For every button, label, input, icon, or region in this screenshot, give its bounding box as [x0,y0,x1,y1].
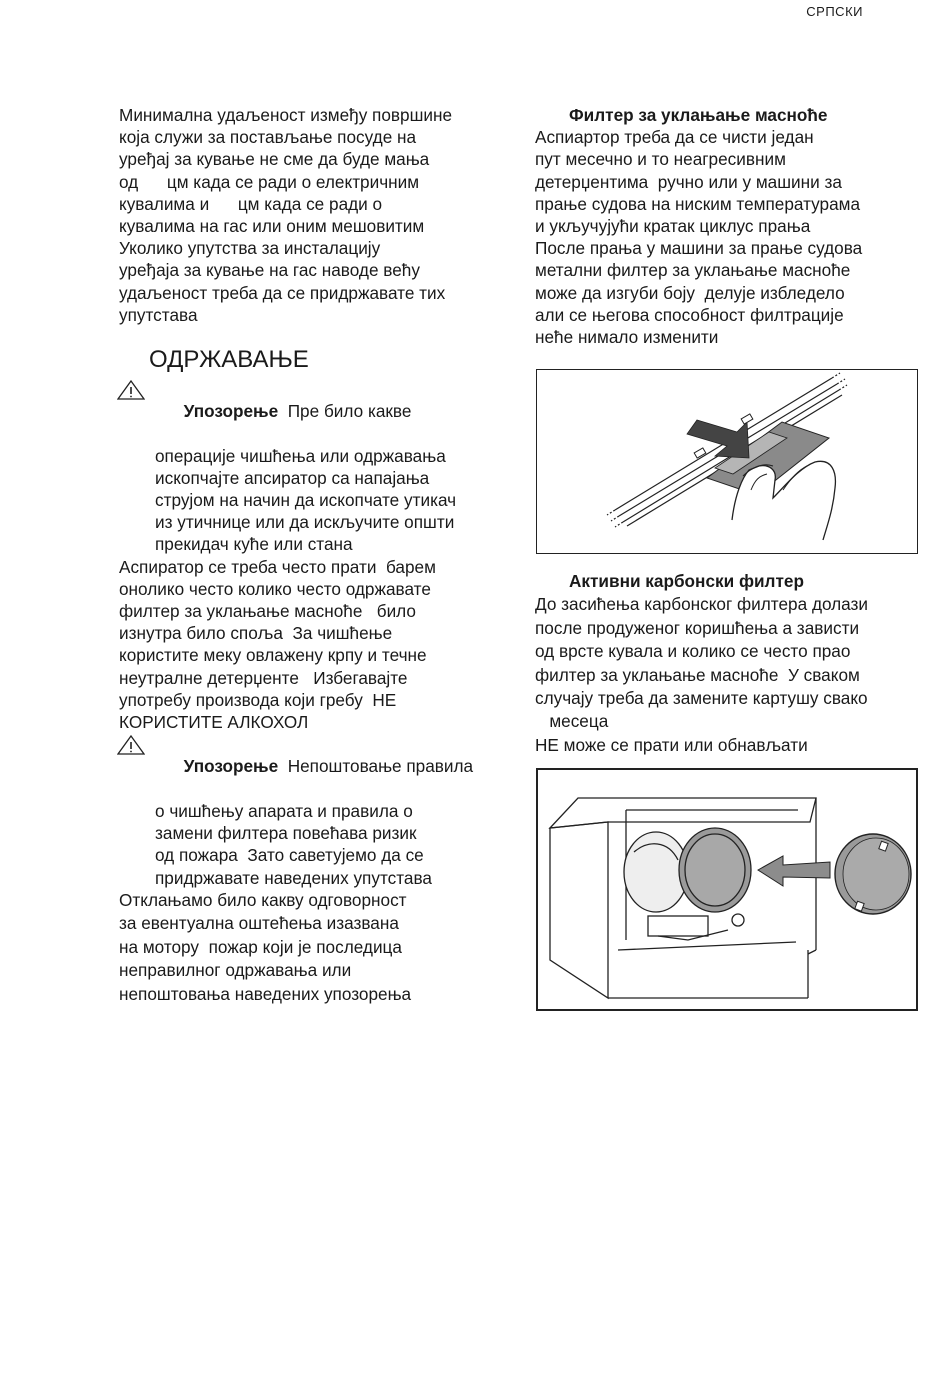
text-line: придржавате наведених упутстава [155,867,432,888]
text-line: изнутра било споља За чишћење [119,623,393,644]
warning-first-line [119,378,514,445]
text-line: од цм када се ради о електричним [119,171,420,192]
text-line: метални филтер за уклањање масноће [535,260,851,281]
grease-filter-drawing [537,370,917,553]
text-line: неправилног одржавања или [119,960,352,981]
grease-filter-illustration [536,369,918,554]
carbon-filter-heading: Активни карбонски филтер [569,571,804,591]
text-line: Отклањамо било какву одговорност [119,889,407,910]
warning-triangle-icon [117,380,145,400]
text-line: из утичнице или да искључите општи [155,512,455,533]
warning-block-2 [119,733,514,888]
text-line: операције чишћења или одржавања [155,445,446,466]
text-line: замени филтера повећава ризик [155,823,417,844]
warning-triangle-icon [117,735,145,755]
text-line: кувалима на гас или оним мешовитим [119,216,425,237]
warning-label: Упозорење [183,401,279,422]
text-line: ископчајте апсиратор са напајања [155,467,430,488]
text-line: детерџентима ручно или у машини за [535,171,842,192]
text-line: користите меку овлажену крпу и течне [119,645,427,666]
text-line: филтер за уклањање масноће У сваком [535,664,860,685]
warning-label: Упозорење [183,756,279,777]
carbon-note: НЕ може се прати или обнављати [535,734,808,755]
carbon-filter-illustration [536,768,918,1011]
carbon-filter-drawing [538,770,916,1009]
text-line: прање судова на ниским температурама [535,193,861,214]
text-line: прекидач куће или стана [155,534,353,555]
text-line: о чишћењу апарата и правила о [155,800,413,821]
cleaning-paragraph [119,556,514,734]
text-line: Аспиартор треба да се чисти један [535,127,814,148]
text-line: и укључујући кратак циклус прања [535,216,811,237]
text-line: за евентуална оштећења изазвана [119,913,399,934]
text-line: Уколико упутства за инсталацију [119,238,381,259]
text-line: После прања у машини за прање судова [535,238,863,259]
text-line: кувалима и цм када се ради о [119,193,383,214]
text-line: струјом на начин да ископчате утикач [155,490,457,511]
grease-filter-heading: Филтер за уклањање масноће [569,105,828,125]
warning-first-line [119,733,514,800]
text-line: неутралне детерџенте Избегавајте [119,667,408,688]
liability-paragraph [119,889,514,1007]
text-line: на мотору пожар који је последица [119,936,402,957]
text-line: КОРИСТИТЕ АЛКОХОЛ [119,712,309,733]
text-line: упутстава [119,304,198,325]
maintenance-heading: ОДРЖАВАЊЕ [149,346,309,374]
text-line: уређаја за кување на гас наводе већу [119,260,420,281]
text-line: уређај за кување не сме да буде мања [119,149,430,170]
text-line: удаљеност треба да се придржавате тих [119,282,446,303]
warning-text: Пре било какве [278,401,412,422]
text-line: Аспиратор се треба често прати барем [119,556,436,577]
text-line: после продуженог коришћења а зависти [535,617,860,638]
text-line: може да изгуби боју делује избледело [535,282,845,303]
text-line: непоштовања наведених упозорења [119,984,412,1005]
text-line: До засићења карбонског филтера долази [535,594,869,615]
intro-paragraph [119,104,514,326]
text-line: пут месечно и то неагресивним [535,149,786,170]
text-line: од врсте кувала и колико се често прао [535,641,851,662]
text-line: филтер за уклањање масноће било [119,601,416,622]
carbon-filter-section [535,570,930,757]
grease-filter-paragraph [535,126,925,348]
text-line: али се његова способност филтрације [535,304,844,325]
left-column [119,104,514,1007]
text-line: случају треба да замените картушу свако [535,688,868,709]
text-line: месеца [535,711,609,732]
text-line: која служи за постављање посуде на [119,127,417,148]
text-line: Минимална удаљеност између површине [119,105,453,125]
warning-block-1 [119,378,514,556]
text-line: употребу производа који гребу НЕ [119,689,397,710]
text-line: од пожара Зато саветујемо да се [155,845,424,866]
warning-text: Непоштовање правила [278,756,474,777]
text-line: онолико често колико често одржавате [119,578,431,599]
right-column [535,104,925,348]
text-line: неће нимало изменити [535,327,719,348]
language-label: СРПСКИ [806,4,863,19]
